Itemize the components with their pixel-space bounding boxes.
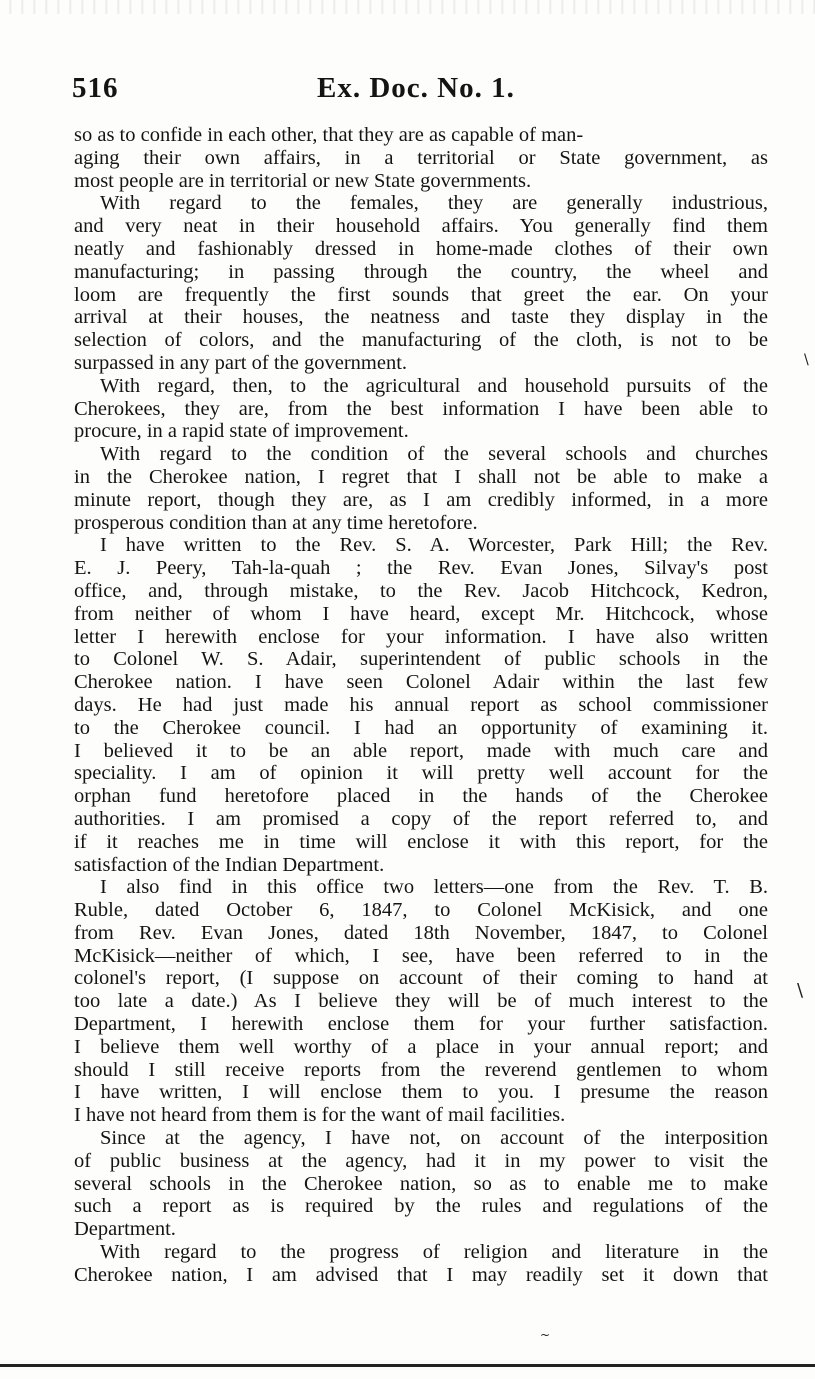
text-line: office, and, through mistake, to the Rev. Jacob Hitchcock, Kedron, bbox=[74, 579, 768, 602]
page-bottom-edge bbox=[0, 1364, 815, 1379]
text-line: E. J. Peery, Tah-la-quah ; the Rev. Evan Jones, Silvay's post bbox=[74, 557, 768, 580]
running-head: Ex. Doc. No. 1. bbox=[317, 72, 515, 104]
text-line: I have not heard from them is for the want of mail facilities. bbox=[74, 1104, 566, 1127]
margin-mark: \ bbox=[797, 980, 804, 1001]
text-line: several schools in the Cherokee nation, so as to enable me to make bbox=[74, 1172, 768, 1195]
text-line: if it reaches me in time will enclose it with this report, for the bbox=[74, 830, 768, 853]
text-line: from Rev. Evan Jones, dated 18th November, 1847, to Colonel bbox=[74, 921, 768, 944]
text-line: neatly and fashionably dressed in home-made clothes of their own bbox=[74, 237, 768, 260]
text-line: too late a date.) As I believe they will be of much interest to the bbox=[74, 990, 768, 1013]
text-line: so as to confide in each other, that they are as capable of man- bbox=[74, 124, 584, 146]
text-line: I have written, I will enclose them to you. I presume the reason bbox=[74, 1081, 768, 1104]
text-line: I also find in this office two letters—one from the Rev. T. B. bbox=[100, 876, 768, 899]
text-line: I believed it to be an able report, made with much care and bbox=[74, 739, 768, 762]
text-line: most people are in territorial or new State governments. bbox=[74, 169, 532, 192]
text-line: speciality. I am of opinion it will pretty well account for the bbox=[74, 762, 768, 785]
text-line: Department, I herewith enclose them for your further satisfaction. bbox=[74, 1013, 768, 1036]
text-line: in the Cherokee nation, I regret that I shall not be able to make a bbox=[74, 465, 768, 488]
text-line: from neither of whom I have heard, except Mr. Hitchcock, whose bbox=[74, 602, 768, 625]
margin-mark: \ bbox=[804, 352, 809, 368]
text-line: colonel's report, (I suppose on account of their coming to hand at bbox=[74, 967, 768, 990]
text-line: Cherokees, they are, from the best information I have been able to bbox=[74, 397, 768, 420]
page-top-edge bbox=[0, 0, 815, 14]
text-line: With regard to the progress of religion and literature in the bbox=[100, 1241, 768, 1264]
text-line: of public business at the agency, had it in my power to visit the bbox=[74, 1149, 768, 1172]
text-line: With regard to the condition of the several schools and churches bbox=[100, 443, 768, 466]
text-line: such a report as is required by the rules and regulations of the bbox=[74, 1195, 768, 1218]
page-header bbox=[72, 72, 772, 112]
text-line: I have written to the Rev. S. A. Worcester, Park Hill; the Rev. bbox=[100, 534, 768, 557]
stray-mark: ~ bbox=[540, 1328, 551, 1342]
text-line: satisfaction of the Indian Department. bbox=[74, 853, 385, 876]
text-line: Department. bbox=[74, 1218, 176, 1241]
text-line: selection of colors, and the manufacturing of the cloth, is not to be bbox=[74, 329, 768, 352]
text-line: loom are frequently the first sounds that greet the ear. On your bbox=[74, 283, 768, 306]
text-line: minute report, though they are, as I am credibly informed, in a more bbox=[74, 488, 768, 511]
body-text bbox=[74, 124, 768, 1287]
text-line: authorities. I am promised a copy of the report referred to, and bbox=[74, 807, 768, 830]
text-line: days. He had just made his annual report as school commissioner bbox=[74, 693, 768, 716]
text-line: and very neat in their household affairs. You generally find them bbox=[74, 215, 768, 238]
text-line: procure, in a rapid state of improvement. bbox=[74, 420, 409, 443]
text-line: With regard, then, to the agricultural and household pursuits of the bbox=[100, 374, 768, 397]
text-line: Cherokee nation. I have seen Colonel Adair within the last few bbox=[74, 671, 768, 694]
text-line: Ruble, dated October 6, 1847, to Colonel McKisick, and one bbox=[74, 899, 768, 922]
text-line: orphan fund heretofore placed in the hands of the Cherokee bbox=[74, 785, 768, 808]
text-line: prosperous condition than at any time heretofore. bbox=[74, 511, 478, 534]
page-number: 516 bbox=[72, 72, 119, 104]
text-line: aging their own affairs, in a territorial or State government, as bbox=[74, 146, 768, 169]
text-line: Since at the agency, I have not, on account of the interposition bbox=[100, 1127, 768, 1150]
text-line: manufacturing; in passing through the country, the wheel and bbox=[74, 260, 768, 283]
text-line: to the Cherokee council. I had an opportunity of examining it. bbox=[74, 716, 768, 739]
text-line: should I still receive reports from the reverend gentlemen to whom bbox=[74, 1058, 768, 1081]
text-line: Cherokee nation, I am advised that I may readily set it down that bbox=[74, 1263, 768, 1286]
text-line: I believe them well worthy of a place in your annual report; and bbox=[74, 1035, 768, 1058]
text-line: arrival at their houses, the neatness and taste they display in the bbox=[74, 306, 768, 329]
text-line: surpassed in any part of the government. bbox=[74, 351, 408, 374]
text-line: to Colonel W. S. Adair, superintendent of public schools in the bbox=[74, 648, 768, 671]
text-line: letter I herewith enclose for your information. I have also written bbox=[74, 625, 768, 648]
text-line: McKisick—neither of which, I see, have been referred to in the bbox=[74, 944, 768, 967]
text-line: With regard to the females, they are generally industrious, bbox=[100, 192, 768, 215]
